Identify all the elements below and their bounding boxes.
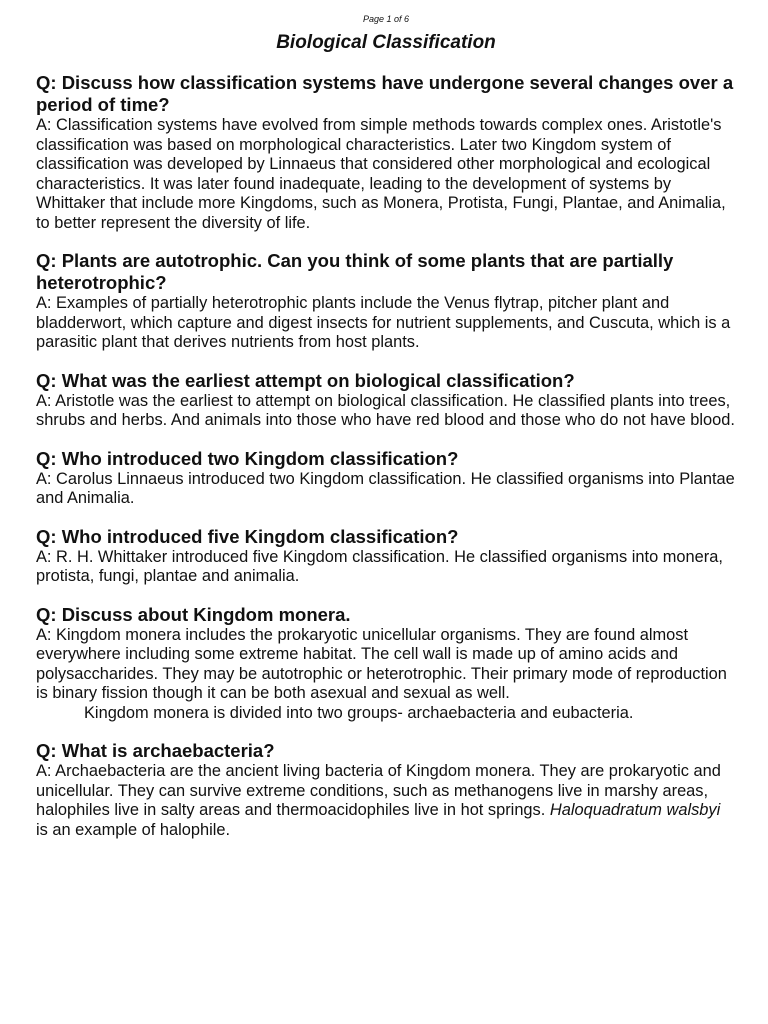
qa-item — [36, 448, 736, 509]
answer: A: R. H. Whittaker introduced five Kingdom classification. He classified organisms into monera, protista, fungi, plantae and animalia. — [36, 547, 723, 585]
species-name: Haloquadratum walsbyi — [549, 801, 721, 819]
qa-item — [36, 370, 736, 431]
qa-item — [36, 250, 736, 353]
answer: A: Aristotle was the earliest to attempt on biological classification. He classified plants into trees, shrubs and herbs. And animals into those who have red blood and those who do not have blood. — [36, 391, 735, 429]
answer: A: Carolus Linnaeus introduced two Kingdom classification. He classified organisms into Plantae and Animalia. — [36, 469, 735, 507]
answer — [36, 762, 736, 840]
question: Q: Discuss how classification systems have undergone several changes over a period of time? — [36, 72, 734, 115]
question: Q: What is archaebacteria? — [36, 740, 275, 761]
answer: A: Classification systems have evolved from simple methods towards complex ones. Aristotle's classification was based on morphological characteristics. Later two Kingdom system of classification was developed by Linnaeus that considered other morphological and ecological characteristics. It was later found inadequate, leading to the development of systems by Whittaker that include more Kingdoms, such as Monera, Protista, Fungi, Plantae, and Animalia, to better represent the diversity of life. — [36, 116, 726, 232]
document-title: Biological Classification — [276, 32, 496, 53]
question: Q: What was the earliest attempt on biological classification? — [36, 369, 575, 391]
question: Q: Who introduced two Kingdom classification? — [36, 447, 459, 469]
qa-item — [36, 72, 736, 233]
document-page — [36, 14, 736, 857]
qa-item — [36, 526, 736, 587]
answer: A: Kingdom monera includes the prokaryotic unicellular organisms. They are found almost everywhere including some extreme habitat. The cell wall is made up of amino acids and polysaccharides. They may be autotrophic or heterotrophic. Their primary mode of reproduction is binary fission though it can be both asexual and sexual as well. — [36, 625, 727, 702]
answer-continuation: Kingdom monera is divided into two groups- archaebacteria and eubacteria. — [84, 703, 634, 722]
qa-item — [36, 740, 736, 840]
answer: A: Examples of partially heterotrophic plants include the Venus flytrap, pitcher plant and bladderwort, which capture and digest insects for nutrient supplements, and Cuscuta, which is a parasitic plant that derives nutrients from host plants. — [36, 294, 731, 351]
page-number: Page 1 of 6 — [362, 14, 410, 24]
answer-text: A: Archaebacteria are the ancient living bacteria of Kingdom monera. They are prokaryotic and unicellular. They can survive extreme conditions, such as methanogens live in marshy areas, halophiles live in salty areas and thermoacidophiles live in hot springs. — [36, 762, 721, 819]
answer-text: is an example of halophile. — [36, 820, 231, 839]
question: Q: Discuss about Kingdom monera. — [36, 603, 351, 625]
question: Q: Plants are autotrophic. Can you think of some plants that are partially heterotrophic? — [36, 250, 674, 293]
qa-item — [36, 604, 736, 724]
question: Q: Who introduced five Kingdom classification? — [36, 525, 459, 547]
